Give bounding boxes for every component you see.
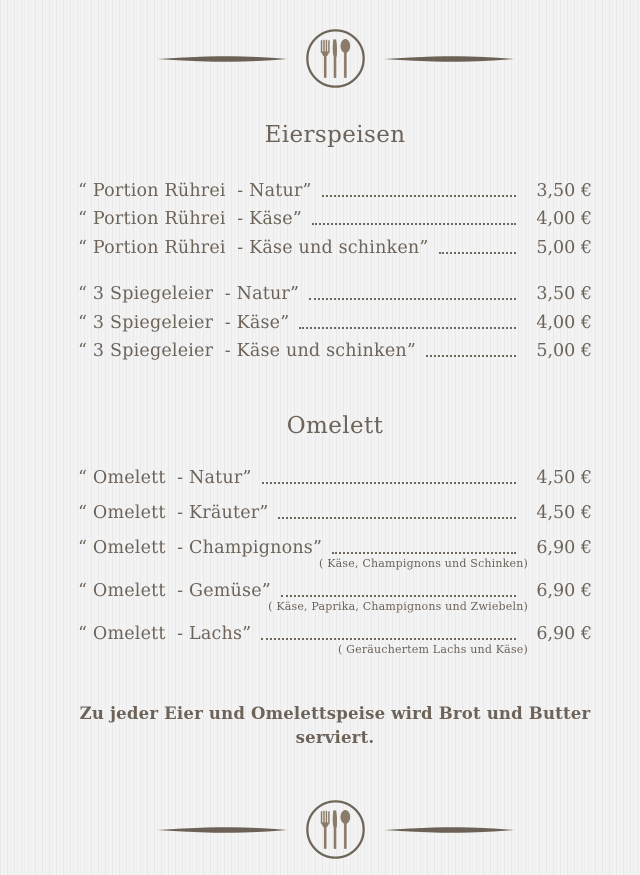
item-name: “ 3 Spiegeleier - Käse und schinken” bbox=[78, 341, 416, 361]
dot-leader bbox=[278, 517, 516, 519]
item-ingredients-note: ( Käse, Champignons und Schinken) bbox=[319, 557, 528, 570]
section-title-eierspeisen: Eierspeisen bbox=[264, 122, 406, 148]
item-name: “ Portion Rührei - Käse und schinken” bbox=[78, 237, 429, 258]
dot-leader bbox=[426, 355, 516, 357]
header-ornament bbox=[78, 0, 592, 90]
item-price: 4,00 € bbox=[536, 209, 592, 229]
divider-line-right-icon bbox=[384, 54, 514, 64]
dot-leader bbox=[262, 482, 516, 484]
menu-item-row bbox=[78, 304, 592, 333]
dot-leader bbox=[439, 252, 516, 254]
item-price: 6,90 € bbox=[536, 538, 592, 558]
item-price: 5,00 € bbox=[536, 341, 592, 361]
menu-item-row bbox=[78, 172, 592, 201]
menu-group-omelett bbox=[78, 453, 592, 656]
item-name: “ Portion Rührei - Natur” bbox=[78, 180, 312, 201]
menu-item-row bbox=[78, 523, 592, 570]
cutlery-emblem-icon bbox=[304, 798, 367, 861]
dot-leader bbox=[299, 327, 516, 329]
item-price: 6,90 € bbox=[536, 624, 592, 644]
item-name: “ 3 Spiegeleier - Käse” bbox=[78, 312, 290, 333]
divider-line-right-icon bbox=[384, 825, 514, 835]
item-name: “ Portion Rührei - Käse” bbox=[78, 209, 302, 229]
menu-group-spiegeleier bbox=[78, 276, 592, 362]
divider-line-left-icon bbox=[157, 54, 287, 64]
dot-leader bbox=[332, 552, 516, 554]
item-name: “ Omelett - Champignons” bbox=[78, 538, 323, 558]
item-name: “ Omelett - Kräuter” bbox=[78, 503, 269, 523]
item-name: “ Omelett - Natur” bbox=[78, 468, 252, 488]
dot-leader bbox=[261, 638, 516, 640]
menu-item-row bbox=[78, 488, 592, 523]
dot-leader bbox=[312, 223, 516, 225]
item-ingredients-note: ( Geräuchertem Lachs und Käse) bbox=[337, 643, 528, 656]
item-price: 5,00 € bbox=[536, 237, 592, 258]
menu-item-row bbox=[78, 566, 592, 613]
dot-leader bbox=[322, 195, 516, 197]
item-price: 6,90 € bbox=[536, 581, 592, 601]
section-title-omelett: Omelett bbox=[286, 413, 384, 439]
dot-leader bbox=[281, 595, 516, 597]
menu-item-row bbox=[78, 201, 592, 230]
menu-item-row bbox=[78, 229, 592, 258]
menu-item-row bbox=[78, 276, 592, 305]
menu-group-ruehrei bbox=[78, 172, 592, 258]
cutlery-emblem-icon bbox=[304, 27, 367, 90]
menu-item-row bbox=[78, 609, 592, 656]
menu-content bbox=[78, 0, 592, 861]
item-price: 3,50 € bbox=[536, 180, 592, 201]
serving-note: Zu jeder Eier und Omelettspeise wird Brot und Butter serviert. bbox=[79, 704, 591, 747]
menu-item-row bbox=[78, 453, 592, 488]
footer-ornament bbox=[78, 798, 592, 861]
item-name: “ Omelett - Gemüse” bbox=[78, 581, 271, 601]
item-ingredients-note: ( Käse, Paprika, Champignons und Zwiebeln) bbox=[268, 600, 528, 613]
dot-leader bbox=[309, 298, 516, 300]
item-price: 4,50 € bbox=[536, 503, 592, 523]
item-name: “ 3 Spiegeleier - Natur” bbox=[78, 284, 300, 304]
item-name: “ Omelett - Lachs” bbox=[78, 624, 252, 644]
item-price: 3,50 € bbox=[536, 284, 592, 304]
item-price: 4,50 € bbox=[536, 468, 592, 488]
divider-line-left-icon bbox=[157, 825, 287, 835]
menu-item-row bbox=[78, 333, 592, 362]
item-price: 4,00 € bbox=[536, 312, 592, 333]
